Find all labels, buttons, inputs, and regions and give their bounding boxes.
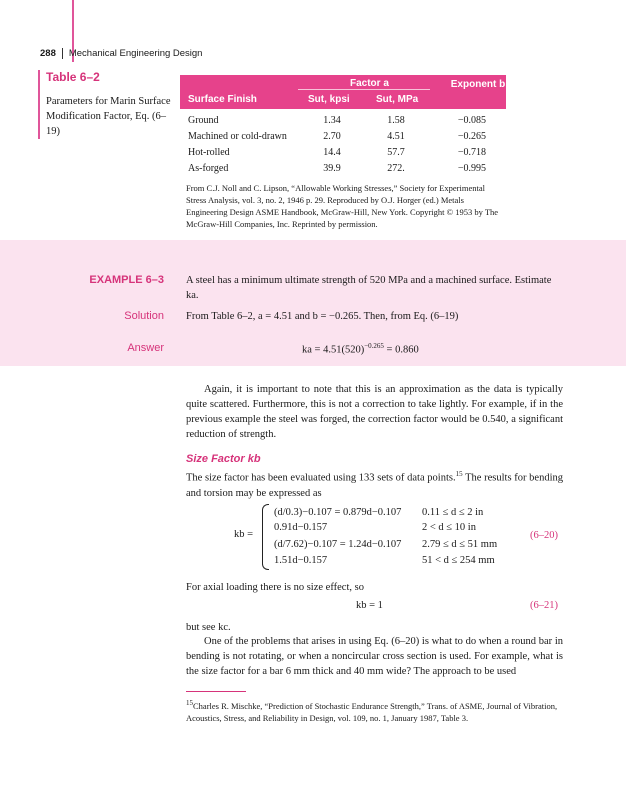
col-header-sut-mpa: Sut, MPa: [376, 94, 419, 105]
running-title: Mechanical Engineering Design: [68, 48, 203, 60]
eq620-case-cond: 2.79 ≤ d ≤ 51 mm: [422, 539, 498, 550]
body-paragraph: Again, it is important to note that this is an approximation as the data is typically quite scattered. Furthermore, this is not a correction to take lightly. For example, if in the previous example the steel was forged, the correction factor would be 0.540, a significant reduction of strength.: [186, 384, 563, 440]
col-header-sut-kpsi: Sut, kpsi: [308, 94, 350, 105]
eq621-expr: kb = 1: [356, 600, 383, 611]
table-row: Machined or cold-drawn 2.70 4.51 −0.265: [188, 131, 487, 142]
section-heading: Size Factor kb: [186, 453, 261, 465]
solution-label: Solution: [124, 310, 164, 322]
eq621-number: (6–21): [530, 600, 558, 611]
col-header-surface-finish: Surface Finish: [188, 94, 257, 105]
example-problem: A steel has a minimum ultimate strength of 520 MPa and a machined surface. Estimate ka.: [186, 275, 552, 301]
body-paragraph: One of the problems that arises in using Eq. (6–20) is what to do when a round bar in bending is not rotating, or when a noncircular cross section is used. For example, what is the size factor for a bar 6 mm thick and 40 mm wide? The approach to be used: [186, 636, 563, 677]
body-paragraph: but see kc.: [186, 622, 231, 633]
table-label: Table 6–2: [46, 70, 100, 84]
eq620-case-cond: 2 < d ≤ 10 in: [422, 522, 476, 533]
answer-equation: ka = $4.51(520)^{-0.265} = 0.860$: [302, 342, 419, 356]
eq620-case-cond: 51 < d ≤ 254 mm: [422, 555, 495, 566]
table-sidebar: [38, 70, 176, 139]
page-number: 288: [40, 48, 56, 60]
body-paragraph: For axial loading there is no size effect, so: [186, 582, 364, 593]
eq620-case-expr: 1.51d−0.157: [274, 555, 328, 566]
group-header-factor-a: Factor a: [350, 78, 389, 89]
body-paragraph: The size factor has been evaluated using 133 sets of data points.$^{15}$ The results for bending and torsion may be expressed as: [186, 470, 563, 499]
example-label: EXAMPLE 6–3: [89, 274, 164, 286]
eq620-case-expr: (d/7.62)−0.107 = 1.24d−0.107: [274, 539, 402, 550]
table-row: Ground 1.34 1.58 −0.085: [188, 115, 487, 126]
table-source-note: From C.J. Noll and C. Lipson, “Allowable Working Stresses,” Society for Experimental Stress Analysis, vol. 3, no. 2, 1946 p. 29. Reproduced by O.J. Horger (ed.) Metals Engineering Design ASME Handbook, McGraw-Hill, New York. Copyright © 1953 by The McGraw-Hill Companies, Inc. Reprinted by permission.: [186, 183, 499, 229]
example-solution: From Table 6–2, a = 4.51 and b = −0.265. Then, from Eq. (6–19): [186, 311, 459, 322]
eq620-case-expr: (d/0.3)−0.107 = 0.879d−0.107: [274, 507, 402, 518]
footnote-mark: 15: [186, 699, 193, 707]
footnote-rule: [186, 691, 246, 692]
eq620-lhs: kb =: [234, 529, 254, 540]
answer-label: Answer: [127, 342, 164, 354]
left-brace: [262, 504, 269, 570]
eq620-case-cond: 0.11 ≤ d ≤ 2 in: [422, 507, 484, 518]
table-row: Hot-rolled 14.4 57.7 −0.718: [188, 147, 487, 158]
col-header-exponent-b: Exponent b: [450, 79, 506, 90]
eq620-number: (6–20): [530, 530, 558, 541]
eq620-case-expr: 0.91d−0.157: [274, 522, 328, 533]
footnote: $^{15}$Charles R. Mischke, “Prediction of Stochastic Endurance Strength,” Trans. of ASME, Journal of Vibration, Acoustics, Stress, and Reliability in Design, vol. 109, no. 1, January 1987, Table 3.: [186, 699, 558, 723]
marin-table: [180, 75, 506, 177]
table-caption: Parameters for Marin Surface Modification Factor, Eq. (6–19): [46, 96, 171, 137]
running-header: [40, 48, 202, 59]
footnote-ref: 15: [455, 470, 463, 478]
table-row: As-forged 39.9 272. −0.995: [188, 163, 487, 174]
table-header: [180, 75, 506, 109]
